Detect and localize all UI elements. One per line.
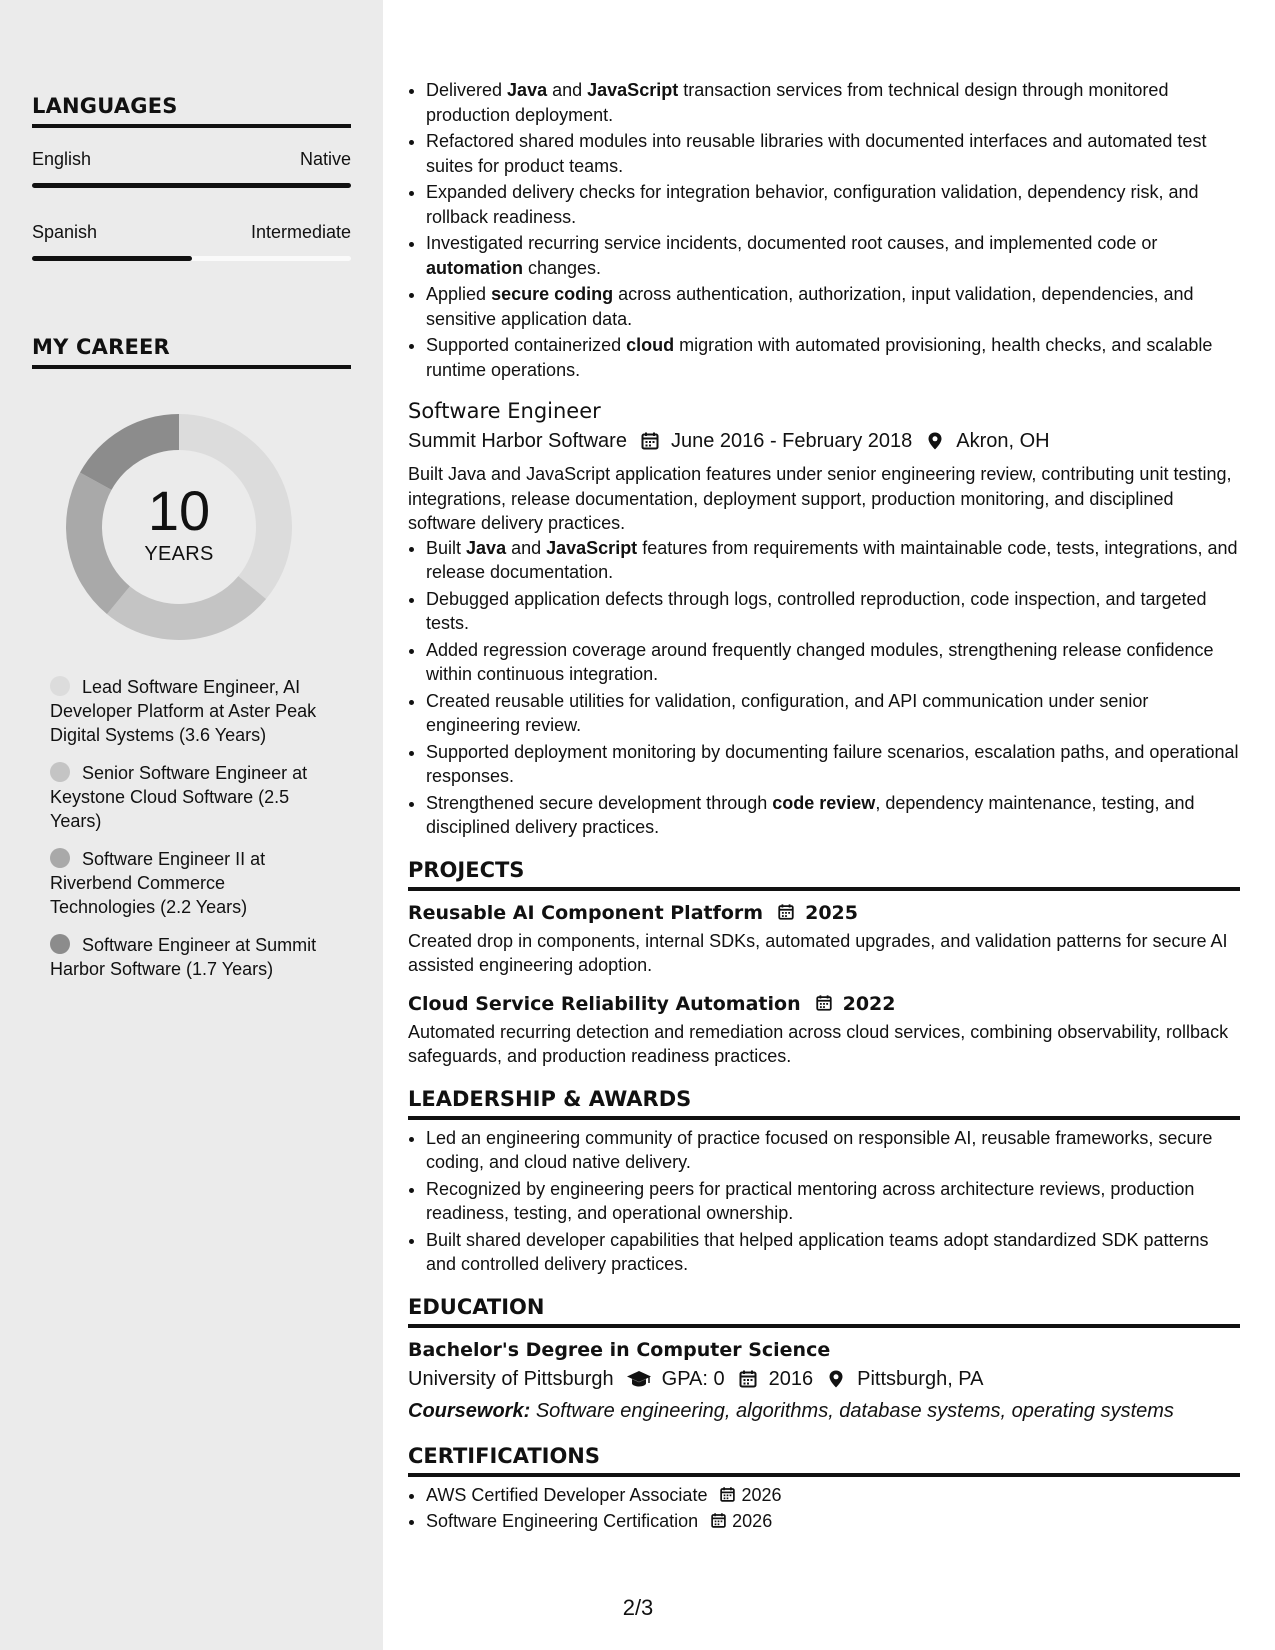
job-bullets — [408, 536, 1240, 840]
legend-item — [50, 675, 330, 747]
emphasis: cloud — [626, 335, 675, 355]
emphasis: Java — [507, 80, 548, 100]
job-title: Software Engineer — [408, 399, 601, 423]
list-item: • Expanded delivery checks for integration behavior, configuration validation, dependency risk, and rollback readiness. — [426, 180, 1240, 229]
map-pin-icon — [825, 1368, 847, 1390]
career-years-label: YEARS — [144, 542, 214, 565]
certification-year: 2026 — [741, 1484, 782, 1505]
legend-dot — [50, 934, 70, 954]
project-item — [408, 990, 1240, 1069]
list-item: • Applied secure coding across authentication, authorization, input validation, dependencies, and sensitive application data. — [426, 282, 1240, 331]
language-proficiency-bar — [32, 256, 351, 261]
projects-heading: PROJECTS — [408, 858, 1240, 891]
legend-dot — [50, 762, 70, 782]
legend-label: Software Engineer II at Riverbend Commerce Technologies (2.2 Years) — [50, 849, 266, 917]
career-legend — [50, 675, 330, 995]
language-proficiency-fill — [32, 256, 192, 261]
list-item: • Created reusable utilities for validation, configuration, and API communication under senior engineering review. — [426, 689, 1240, 738]
certification-item — [426, 1483, 1240, 1508]
calendar-icon — [815, 994, 835, 1014]
language-proficiency-fill — [32, 183, 351, 188]
coursework-label: Coursework: — [408, 1399, 531, 1422]
certification-name: • AWS Certified Developer Associate — [426, 1484, 708, 1505]
certification-name: • Software Engineering Certification — [426, 1511, 699, 1531]
language-name: English — [32, 149, 92, 169]
list-item: • Led an engineering community of practice focused on responsible AI, reusable frameworks, secure coding, and cloud native delivery. — [426, 1126, 1240, 1175]
job-dates: June 2016 - February 2018 — [670, 430, 913, 452]
legend-dot — [50, 848, 70, 868]
project-description: Created drop in components, internal SDKs, automated upgrades, and validation patterns for secure AI assisted engineering adoption. — [408, 930, 1228, 975]
project-item — [408, 899, 1240, 978]
calendar-icon — [639, 430, 661, 452]
certification-year: 2026 — [732, 1511, 773, 1531]
emphasis: JavaScript — [587, 80, 679, 100]
list-item: • Delivered Java and JavaScript transaction services from technical design through monitored production deployment. — [426, 78, 1240, 127]
legend-label: Lead Software Engineer, AI Developer Platform at Aster Peak Digital Systems (3.6 Years) — [50, 677, 317, 745]
graduation-cap-icon — [626, 1368, 652, 1390]
calendar-icon — [777, 903, 797, 923]
job-summary: Built Java and JavaScript application features under senior engineering review, contributing unit testing, integrations, release documentation, deployment support, production monitoring, and disciplined software delivery practices. — [408, 464, 1232, 533]
education-heading: EDUCATION — [408, 1295, 1240, 1328]
leadership-heading: LEADERSHIP & AWARDS — [408, 1087, 1240, 1120]
project-description: Automated recurring detection and remediation across cloud services, combining observability, rollback safeguards, and production readiness practices. — [408, 1021, 1229, 1066]
career-years-value: 10 — [147, 478, 211, 542]
calendar-icon — [737, 1368, 759, 1390]
coursework — [408, 1396, 1240, 1426]
languages-section — [32, 94, 351, 261]
project-year: 2025 — [805, 901, 858, 924]
certifications-list — [408, 1483, 1240, 1534]
job-entry — [408, 396, 1240, 840]
education-meta — [408, 1364, 1240, 1394]
project-title: Cloud Service Reliability Automation — [408, 992, 801, 1015]
job-meta — [408, 426, 1240, 456]
calendar-icon — [719, 1486, 737, 1504]
gpa: GPA: 0 — [661, 1367, 725, 1390]
list-item: • Investigated recurring service incidents, documented root causes, and implemented code or automation changes. — [426, 231, 1240, 280]
legend-dot — [50, 676, 70, 696]
list-item: • Recognized by engineering peers for practical mentoring across architecture reviews, production readiness, testing, and operational ownership. — [426, 1177, 1240, 1226]
languages-heading: LANGUAGES — [32, 94, 351, 128]
project-title: Reusable AI Component Platform — [408, 901, 764, 924]
map-pin-icon — [924, 430, 946, 452]
emphasis: Java — [466, 537, 507, 558]
leadership-bullets — [408, 1126, 1240, 1277]
emphasis: code review — [772, 792, 876, 813]
legend-label: Senior Software Engineer at Keystone Cloud Software (2.5 Years) — [50, 763, 308, 831]
career-donut-chart — [66, 414, 292, 640]
language-proficiency-bar — [32, 183, 351, 188]
certifications-heading: CERTIFICATIONS — [408, 1444, 1240, 1477]
legend-item — [50, 847, 330, 919]
education-location: Pittsburgh, PA — [857, 1367, 984, 1390]
list-item: • Refactored shared modules into reusable libraries with documented interfaces and automated test suites for product teams. — [426, 129, 1240, 178]
project-year: 2022 — [842, 992, 896, 1015]
legend-item — [50, 933, 330, 981]
career-section — [32, 335, 351, 369]
list-item: • Strengthened secure development through code review, dependency maintenance, testing, and disciplined delivery practices. — [426, 791, 1240, 840]
calendar-icon — [710, 1512, 728, 1530]
main-content — [408, 78, 1240, 1536]
list-item: • Added regression coverage around frequently changed modules, strengthening release confidence within continuous integration. — [426, 638, 1240, 687]
career-heading: MY CAREER — [32, 335, 351, 369]
legend-item — [50, 761, 330, 833]
language-level: Intermediate — [250, 222, 351, 242]
education-year: 2016 — [768, 1367, 814, 1390]
list-item: • Built Java and JavaScript features from requirements with maintainable code, tests, integrations, and release documentation. — [426, 536, 1240, 585]
language-item — [32, 149, 351, 188]
sidebar — [0, 0, 383, 1650]
coursework-text: Software engineering, algorithms, database systems, operating systems — [535, 1399, 1174, 1422]
previous-job-bullets — [408, 78, 1240, 382]
list-item: • Debugged application defects through logs, controlled reproduction, code inspection, and targeted tests. — [426, 587, 1240, 636]
language-level: Native — [299, 149, 351, 169]
list-item: • Supported deployment monitoring by documenting failure scenarios, escalation paths, and operational responses. — [426, 740, 1240, 789]
donut-center — [66, 414, 292, 640]
emphasis: JavaScript — [546, 537, 638, 558]
page-number: 2/3 — [622, 1595, 654, 1620]
education-entry — [408, 1336, 1240, 1426]
list-item: • Supported containerized cloud migration with automated provisioning, health checks, and scalable runtime operations. — [426, 333, 1240, 382]
certification-item — [426, 1509, 1240, 1534]
degree-title: Bachelor's Degree in Computer Science — [408, 1338, 831, 1361]
emphasis: secure coding — [491, 284, 614, 304]
language-name: Spanish — [32, 222, 98, 242]
school-name: University of Pittsburgh — [408, 1367, 614, 1390]
job-company: Summit Harbor Software — [408, 430, 627, 452]
legend-label: Software Engineer at Summit Harbor Software (1.7 Years) — [50, 935, 317, 979]
job-location: Akron, OH — [956, 430, 1050, 452]
list-item: • Built shared developer capabilities that helped application teams adopt standardized SDK patterns and controlled delivery practices. — [426, 1228, 1240, 1277]
emphasis: automation — [426, 257, 523, 278]
language-item — [32, 222, 351, 261]
